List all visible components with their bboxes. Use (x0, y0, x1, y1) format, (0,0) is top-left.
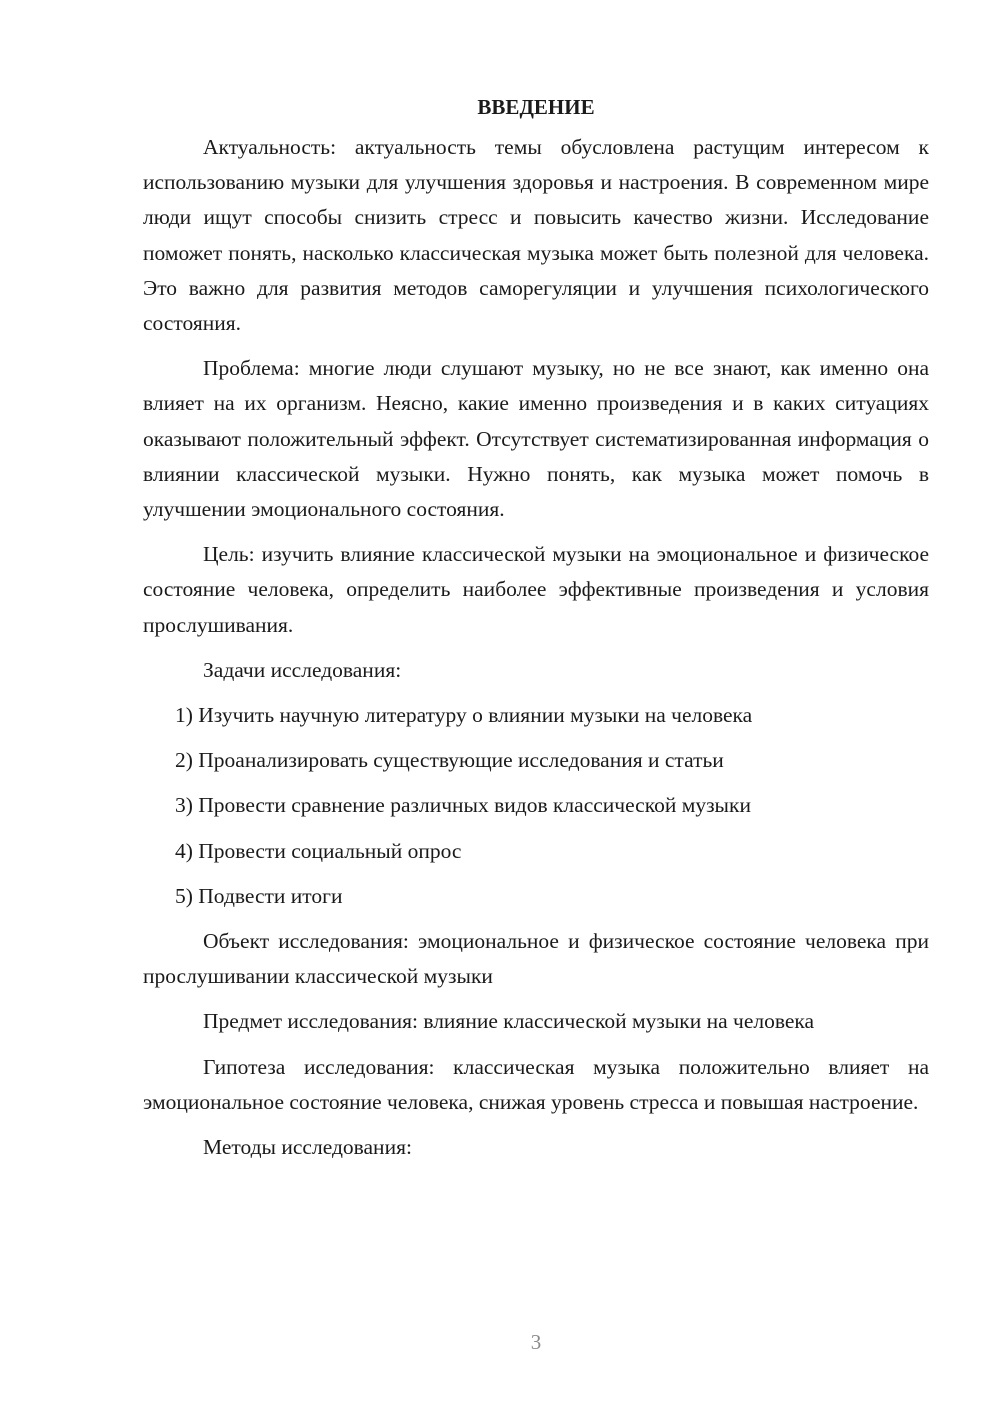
tasks-heading: Задачи исследования: (203, 657, 402, 682)
list-item: 4) Провести социальный опрос (175, 838, 462, 863)
subject-paragraph: Предмет исследования: влияние классической музыки на человека (203, 1009, 815, 1034)
page-number: 3 (530, 1330, 542, 1354)
object-paragraph: Объект исследования: эмоциональное и физическое состояние человека при прослушивании классической музыки (143, 929, 929, 989)
goal-paragraph: Цель: изучить влияние классической музыки на эмоциональное и физическое состояние человека, определить наиболее эффективные произведения и условия прослушивания. (143, 542, 929, 637)
document-page (143, 90, 929, 1175)
list-item: 1) Изучить научную литературу о влиянии музыки на человека (175, 703, 753, 728)
tasks-list (143, 698, 929, 914)
problem-paragraph: Проблема: многие люди слушают музыку, но не все знают, как именно она влияет на их организм. Неясно, какие именно произведения и в каких ситуациях оказывают положительный эффект. Отсутствует систематизированная информация о влиянии классической музыки. Нужно понять, как музыка может помочь в улучшении эмоционального состояния. (143, 356, 929, 522)
page-title: ВВЕДЕНИЕ (477, 95, 595, 119)
list-item: 2) Проанализировать существующие исследования и статьи (175, 748, 724, 773)
relevance-paragraph: Актуальность: актуальность темы обусловлена растущим интересом к использованию музыки для улучшения здоровья и настроения. В современном мире люди ищут способы снизить стресс и повысить качество жизни. Исследование поможет понять, насколько классическая музыка может быть полезной для человека. Это важно для развития методов саморегуляции и улучшения психологического состояния. (143, 135, 929, 336)
hypothesis-paragraph: Гипотеза исследования: классическая музыка положительно влияет на эмоциональное состояние человека, снижая уровень стресса и повышая настроение. (143, 1054, 929, 1114)
list-item: 3) Провести сравнение различных видов классической музыки (175, 793, 751, 818)
methods-heading: Методы исследования: (203, 1135, 412, 1160)
list-item: 5) Подвести итоги (175, 883, 343, 908)
